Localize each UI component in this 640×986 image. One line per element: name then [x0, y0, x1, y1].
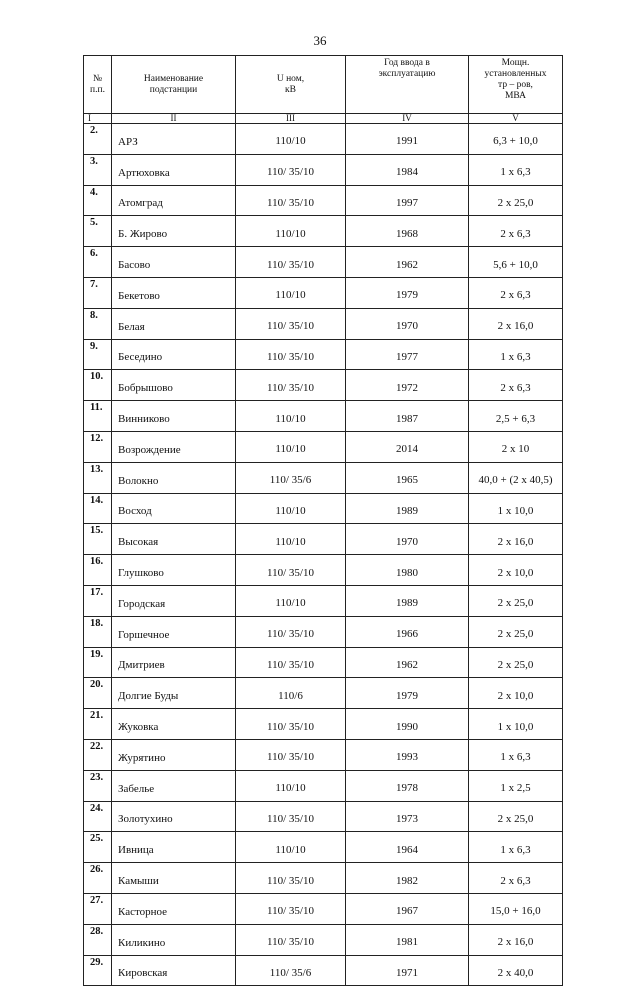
cell-num: 25. [84, 832, 112, 863]
cell-year: 1978 [346, 770, 469, 801]
cell-year: 1966 [346, 616, 469, 647]
header-voltage [236, 56, 346, 114]
header-name-line: Наименование [143, 73, 204, 84]
cell-year: 1987 [346, 401, 469, 432]
cell-num: 9. [84, 339, 112, 370]
cell-year: 1962 [346, 247, 469, 278]
table-row [84, 678, 563, 709]
cell-name: Камыши [112, 863, 236, 894]
cell-name: Атомград [112, 185, 236, 216]
cell-num: 24. [84, 801, 112, 832]
cell-num: 11. [84, 401, 112, 432]
table-row [84, 955, 563, 986]
header-power-line: Мощн. [501, 58, 530, 68]
table-row [84, 370, 563, 401]
substations-table [83, 55, 563, 986]
header-num [84, 56, 112, 114]
cell-voltage: 110/ 35/10 [236, 893, 346, 924]
cell-num: 28. [84, 924, 112, 955]
table-row [84, 247, 563, 278]
cell-power: 2 х 10 [469, 431, 563, 462]
cell-num: 12. [84, 431, 112, 462]
table-row [84, 893, 563, 924]
cell-voltage: 110/10 [236, 770, 346, 801]
cell-voltage: 110/ 35/6 [236, 955, 346, 986]
cell-power: 5,6 + 10,0 [469, 247, 563, 278]
cell-voltage: 110/ 35/10 [236, 370, 346, 401]
table-row [84, 431, 563, 462]
cell-year: 1977 [346, 339, 469, 370]
cell-year: 1967 [346, 893, 469, 924]
table-row [84, 462, 563, 493]
cell-num: 5. [84, 216, 112, 247]
cell-year: 1970 [346, 308, 469, 339]
cell-year: 1962 [346, 647, 469, 678]
page-number: 36 [313, 33, 327, 48]
table-row [84, 616, 563, 647]
table-row [84, 216, 563, 247]
cell-voltage: 110/ 35/10 [236, 308, 346, 339]
cell-year: 1972 [346, 370, 469, 401]
cell-year: 1989 [346, 493, 469, 524]
cell-year: 1971 [346, 955, 469, 986]
cell-power: 2 х 6,3 [469, 216, 563, 247]
cell-power: 2 х 6,3 [469, 277, 563, 308]
table-row [84, 124, 563, 155]
cell-voltage: 110/ 35/10 [236, 801, 346, 832]
header-row [84, 56, 563, 114]
cell-power: 1 х 6,3 [469, 154, 563, 185]
cell-name: Киликино [112, 924, 236, 955]
header-num-line: № [92, 73, 103, 84]
cell-name: Волокно [112, 462, 236, 493]
cell-num: 17. [84, 585, 112, 616]
cell-voltage: 110/ 35/10 [236, 863, 346, 894]
cell-voltage: 110/ 35/10 [236, 339, 346, 370]
cell-voltage: 110/10 [236, 493, 346, 524]
cell-name: Жуковка [112, 709, 236, 740]
cell-name: Бекетово [112, 277, 236, 308]
table-row [84, 308, 563, 339]
cell-name: Беседино [112, 339, 236, 370]
cell-name: Высокая [112, 524, 236, 555]
cell-power: 2 х 10,0 [469, 678, 563, 709]
cell-year: 2014 [346, 431, 469, 462]
cell-year: 1973 [346, 801, 469, 832]
cell-year: 1990 [346, 709, 469, 740]
cell-voltage: 110/ 35/10 [236, 616, 346, 647]
cell-power: 2 х 40,0 [469, 955, 563, 986]
cell-num: 27. [84, 893, 112, 924]
cell-num: 16. [84, 555, 112, 586]
cell-num: 15. [84, 524, 112, 555]
cell-name: Журятино [112, 739, 236, 770]
cell-year: 1970 [346, 524, 469, 555]
header-power-line: тр – ров, [498, 80, 533, 90]
cell-name: Глушково [112, 555, 236, 586]
cell-power: 2 х 25,0 [469, 647, 563, 678]
cell-name: Бобрышово [112, 370, 236, 401]
cell-power: 1 х 2,5 [469, 770, 563, 801]
cell-num: 8. [84, 308, 112, 339]
cell-voltage: 110/ 35/10 [236, 647, 346, 678]
cell-name: Забелье [112, 770, 236, 801]
cell-voltage: 110/10 [236, 585, 346, 616]
cell-voltage: 110/10 [236, 524, 346, 555]
cell-year: 1980 [346, 555, 469, 586]
table-row [84, 709, 563, 740]
roman-iii: III [236, 114, 346, 124]
cell-voltage: 110/ 35/6 [236, 462, 346, 493]
cell-year: 1965 [346, 462, 469, 493]
cell-voltage: 110/10 [236, 431, 346, 462]
cell-power: 2 х 16,0 [469, 308, 563, 339]
table-row [84, 185, 563, 216]
table-row [84, 555, 563, 586]
cell-year: 1989 [346, 585, 469, 616]
table-row [84, 863, 563, 894]
cell-power: 1 х 6,3 [469, 739, 563, 770]
cell-power: 2 х 6,3 [469, 370, 563, 401]
cell-num: 19. [84, 647, 112, 678]
cell-name: Басово [112, 247, 236, 278]
cell-num: 22. [84, 739, 112, 770]
cell-year: 1964 [346, 832, 469, 863]
cell-num: 6. [84, 247, 112, 278]
header-year-line: эксплуатацию [378, 69, 436, 79]
table-body [84, 124, 563, 986]
cell-year: 1979 [346, 277, 469, 308]
cell-year: 1993 [346, 739, 469, 770]
table-row [84, 585, 563, 616]
roman-v: V [469, 114, 563, 124]
cell-year: 1981 [346, 924, 469, 955]
cell-voltage: 110/ 35/10 [236, 247, 346, 278]
cell-num: 18. [84, 616, 112, 647]
header-voltage-line: U ном, [276, 73, 305, 84]
cell-name: Б. Жирово [112, 216, 236, 247]
cell-voltage: 110/ 35/10 [236, 739, 346, 770]
cell-power: 1 х 6,3 [469, 339, 563, 370]
cell-num: 2. [84, 124, 112, 155]
cell-power: 2 х 25,0 [469, 801, 563, 832]
table-row [84, 770, 563, 801]
table-row [84, 524, 563, 555]
table-row [84, 832, 563, 863]
cell-year: 1982 [346, 863, 469, 894]
header-power-line: установленных [484, 69, 547, 79]
cell-voltage: 110/ 35/10 [236, 185, 346, 216]
cell-power: 2 х 6,3 [469, 863, 563, 894]
cell-name: Возрождение [112, 431, 236, 462]
cell-name: Артюховка [112, 154, 236, 185]
cell-num: 21. [84, 709, 112, 740]
cell-year: 1984 [346, 154, 469, 185]
cell-year: 1991 [346, 124, 469, 155]
cell-power: 6,3 + 10,0 [469, 124, 563, 155]
cell-voltage: 110/10 [236, 401, 346, 432]
header-year [346, 56, 469, 114]
cell-power: 15,0 + 16,0 [469, 893, 563, 924]
cell-name: Золотухино [112, 801, 236, 832]
cell-power: 1 х 6,3 [469, 832, 563, 863]
cell-name: Белая [112, 308, 236, 339]
cell-name: Городская [112, 585, 236, 616]
roman-numerals-row [84, 114, 563, 124]
table-row [84, 277, 563, 308]
header-year-line: Год ввода в [384, 58, 430, 68]
cell-name: Долгие Буды [112, 678, 236, 709]
cell-year: 1979 [346, 678, 469, 709]
cell-name: Горшечное [112, 616, 236, 647]
cell-num: 23. [84, 770, 112, 801]
cell-num: 7. [84, 277, 112, 308]
cell-power: 2 х 16,0 [469, 524, 563, 555]
cell-num: 14. [84, 493, 112, 524]
cell-power: 2 х 16,0 [469, 924, 563, 955]
header-voltage-line: кВ [285, 84, 296, 95]
cell-voltage: 110/10 [236, 277, 346, 308]
roman-i: I [84, 114, 112, 124]
table-row [84, 493, 563, 524]
cell-voltage: 110/ 35/10 [236, 709, 346, 740]
cell-power: 2 х 25,0 [469, 585, 563, 616]
cell-power: 2 х 25,0 [469, 616, 563, 647]
header-num-line: п.п. [90, 84, 105, 95]
cell-power: 2 х 25,0 [469, 185, 563, 216]
cell-num: 4. [84, 185, 112, 216]
cell-voltage: 110/ 35/10 [236, 924, 346, 955]
cell-name: Ивница [112, 832, 236, 863]
cell-voltage: 110/10 [236, 216, 346, 247]
cell-power: 2 х 10,0 [469, 555, 563, 586]
table-row [84, 739, 563, 770]
cell-year: 1968 [346, 216, 469, 247]
header-power [469, 56, 563, 114]
table-row [84, 339, 563, 370]
roman-ii: II [112, 114, 236, 124]
cell-power: 40,0 + (2 х 40,5) [469, 462, 563, 493]
cell-voltage: 110/10 [236, 124, 346, 155]
cell-num: 10. [84, 370, 112, 401]
table-row [84, 647, 563, 678]
header-name [112, 56, 236, 114]
cell-num: 29. [84, 955, 112, 986]
cell-name: Кировская [112, 955, 236, 986]
cell-voltage: 110/6 [236, 678, 346, 709]
cell-year: 1997 [346, 185, 469, 216]
cell-voltage: 110/10 [236, 832, 346, 863]
cell-power: 1 х 10,0 [469, 493, 563, 524]
cell-name: Дмитриев [112, 647, 236, 678]
cell-num: 26. [84, 863, 112, 894]
cell-name: Винниково [112, 401, 236, 432]
table-row [84, 401, 563, 432]
table-row [84, 924, 563, 955]
cell-num: 13. [84, 462, 112, 493]
cell-power: 1 х 10,0 [469, 709, 563, 740]
cell-name: Касторное [112, 893, 236, 924]
header-power-line: МВА [504, 91, 527, 101]
roman-iv: IV [346, 114, 469, 124]
cell-num: 3. [84, 154, 112, 185]
cell-name: АРЗ [112, 124, 236, 155]
cell-power: 2,5 + 6,3 [469, 401, 563, 432]
cell-voltage: 110/ 35/10 [236, 154, 346, 185]
cell-voltage: 110/ 35/10 [236, 555, 346, 586]
table-row [84, 154, 563, 185]
cell-num: 20. [84, 678, 112, 709]
table-row [84, 801, 563, 832]
header-name-line: подстанции [149, 84, 198, 95]
cell-name: Восход [112, 493, 236, 524]
